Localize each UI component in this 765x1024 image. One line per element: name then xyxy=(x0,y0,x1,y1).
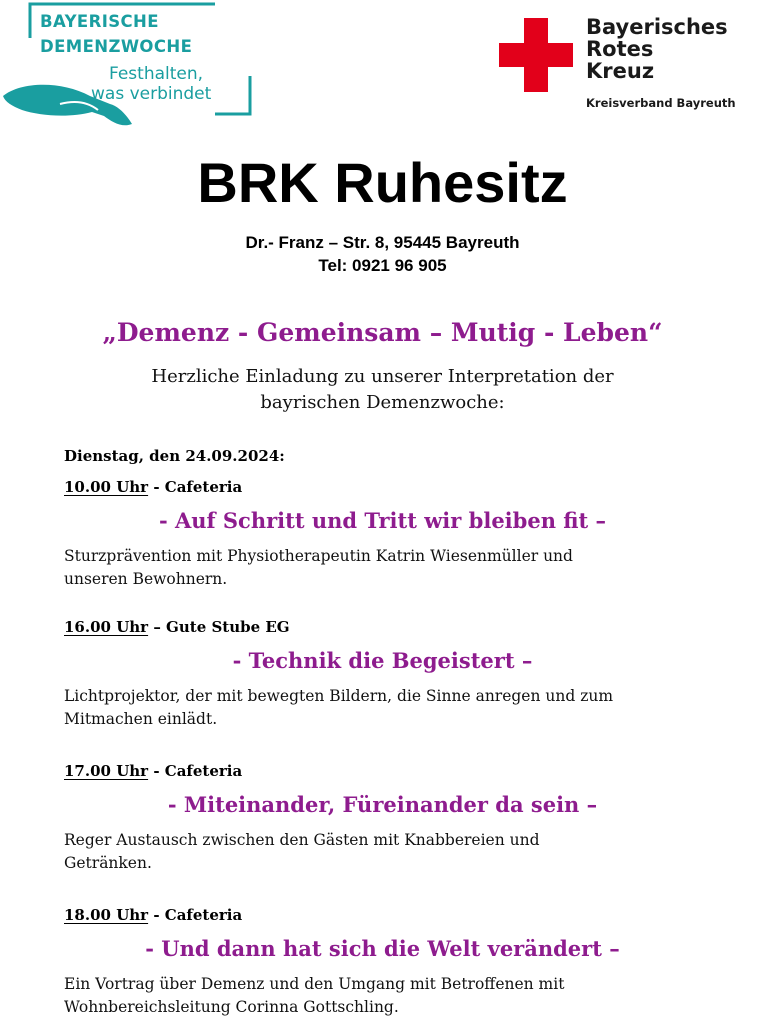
demenzwoche-tagline-1: Festhalten, xyxy=(109,64,204,84)
event-description xyxy=(64,973,714,1019)
event-description xyxy=(64,545,714,591)
event-time: 18.00 Uhr xyxy=(64,906,149,924)
address-phone: Tel: 0921 96 905 xyxy=(318,256,447,275)
demenzwoche-logo-line1: BAYERISCHE xyxy=(40,12,159,31)
event-description-line: Reger Austausch zwischen den Gästen mit Knabbereien und xyxy=(64,831,540,849)
event-separator: - xyxy=(148,906,165,924)
event-description xyxy=(64,685,714,731)
page-title: BRK Ruhesitz xyxy=(197,151,568,214)
event-description-line: Getränken. xyxy=(64,854,152,872)
brk-logo-line2: Rotes xyxy=(586,37,654,61)
event-location: Cafeteria xyxy=(164,906,243,924)
demenzwoche-logo-line2: DEMENZWOCHE xyxy=(40,37,193,56)
event-time: 17.00 Uhr xyxy=(64,762,149,780)
event-separator: - xyxy=(148,762,165,780)
intro-line-1: Herzliche Einladung zu unserer Interpretation der xyxy=(151,366,614,387)
address-street: Dr.- Franz – Str. 8, 95445 Bayreuth xyxy=(245,233,520,252)
motto: „Demenz - Gemeinsam – Mutig - Leben“ xyxy=(102,318,663,347)
event-separator: – xyxy=(148,618,167,636)
event-location: Cafeteria xyxy=(164,762,243,780)
event-description-line: Lichtprojektor, der mit bewegten Bildern, die Sinne anregen und zum xyxy=(64,687,614,705)
event-time: 16.00 Uhr xyxy=(64,618,149,636)
event-header xyxy=(64,478,242,496)
event-title: - Auf Schritt und Tritt wir bleiben fit – xyxy=(158,508,607,533)
event-header xyxy=(64,762,242,780)
demenzwoche-tagline-2: was verbindet xyxy=(91,84,212,104)
event-description-line: Wohnbereichsleitung Corinna Gottschling. xyxy=(64,998,399,1016)
brk-logo-line1: Bayerisches xyxy=(586,15,728,39)
brk-logo xyxy=(495,14,760,124)
brk-kreisverband: Kreisverband Bayreuth xyxy=(586,96,736,110)
bayerische-demenzwoche-logo xyxy=(0,0,265,140)
brk-logo-line3: Kreuz xyxy=(586,59,655,83)
event-title: - Und dann hat sich die Welt verändert – xyxy=(145,936,620,961)
event-description xyxy=(64,829,714,875)
event-date: Dienstag, den 24.09.2024: xyxy=(64,447,285,465)
red-cross-icon xyxy=(499,18,573,92)
event-title: - Miteinander, Füreinander da sein – xyxy=(167,792,598,817)
event-description-line: Ein Vortrag über Demenz und den Umgang mit Betroffenen mit xyxy=(64,975,565,993)
event-description-line: Sturzprävention mit Physiotherapeutin Katrin Wiesenmüller und xyxy=(64,547,573,565)
event-header xyxy=(64,906,242,924)
event-header xyxy=(64,618,290,636)
intro-line-2: bayrischen Demenzwoche: xyxy=(260,392,505,413)
event-description-line: Mitmachen einlädt. xyxy=(64,710,218,728)
event-description-line: unseren Bewohnern. xyxy=(64,570,228,588)
event-location: Cafeteria xyxy=(164,478,243,496)
event-title: - Technik die Begeistert – xyxy=(232,648,533,673)
event-location: Gute Stube EG xyxy=(166,618,290,636)
event-time: 10.00 Uhr xyxy=(64,478,149,496)
event-separator: - xyxy=(148,478,165,496)
